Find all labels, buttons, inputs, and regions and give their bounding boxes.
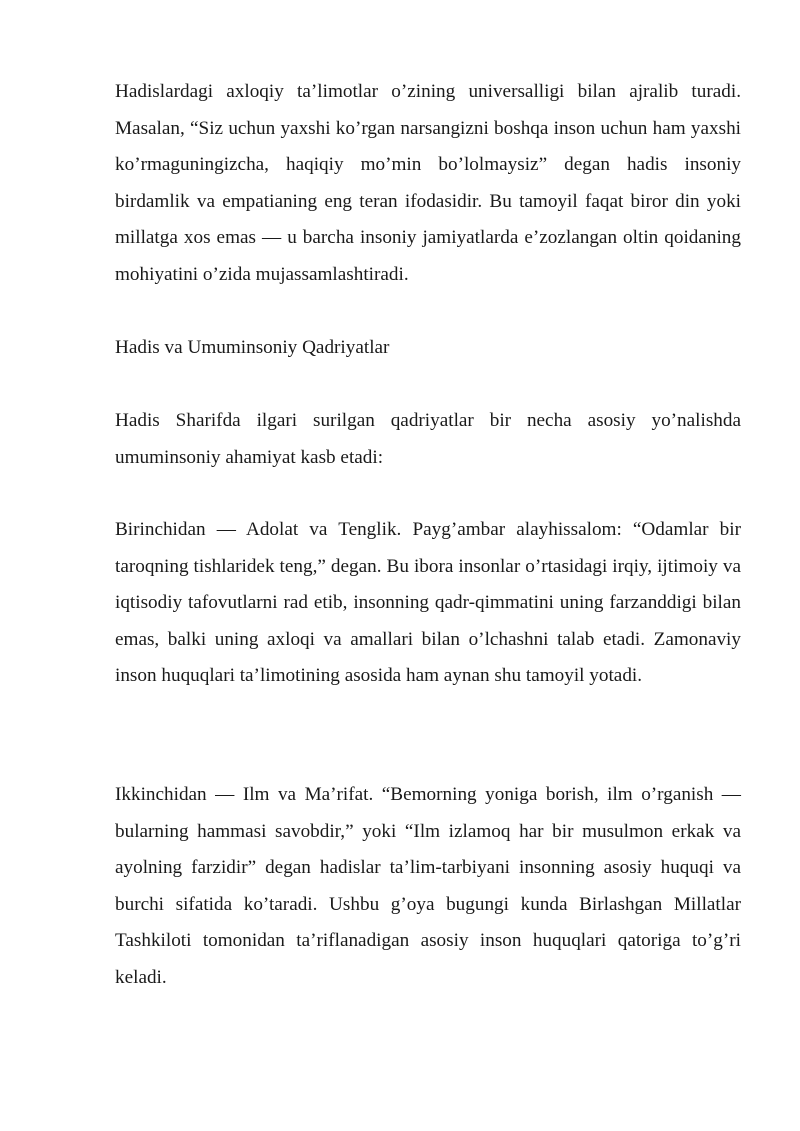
paragraph-ilm-marifat: Ikkinchidan — Ilm va Ma’rifat. “Bemorning yoniga borish, ilm o’rganish — bularning hammasi savobdir,” yoki “Ilm izlamoq har bir musulmon erkak va ayolning farzidir” degan hadislar ta’lim-tarbiyani insonning asosiy huquqi va burchi sifatida ko’taradi. Ushbu g’oya bugungi kunda Birlashgan Millatlar Tashkiloti tomonidan ta’riflanadigan asosiy inson huquqlari qatoriga to’g’ri keladi. xyxy=(115,784,741,988)
paragraph-intro-qadriyatlar: Hadis Sharifda ilgari surilgan qadriyatlar bir necha asosiy yo’nalishda umuminsoniy ahamiyat kasb etadi: xyxy=(115,410,741,468)
paragraph-adolat-tenglik: Birinchidan — Adolat va Tenglik. Payg’ambar alayhissalom: “Odamlar bir taroqning tishlaridek teng,” degan. Bu ibora insonlar o’rtasidagi irqiy, ijtimoiy va iqtisodiy tafovutlarni rad etib, insonning qadr-qimmatini uning farzanddigi bilan emas, balki uning axloqi va amallari bilan o’lchashni talab etadi. Zamonaviy inson huquqlari ta’limotining asosida ham aynan shu tamoyil yotadi. xyxy=(115,519,741,687)
section-heading: Hadis va Umuminsoniy Qadriyatlar xyxy=(115,337,390,358)
paragraph-axloqiy-talimotlar: Hadislardagi axloqiy ta’limotlar o’zining universalligi bilan ajralib turadi. Masalan, “Siz uchun yaxshi ko’rgan narsangizni boshqa inson uchun ham yaxshi ko’rmaguningizcha, haqiqiy mo’min bo’lolmaysiz” degan hadis insoniy birdamlik va empatianing eng teran ifodasidir. Bu tamoyil faqat biror din yoki millatga xos emas — u barcha insoniy jamiyatlarda e’zozlangan oltin qoidaning mohiyatini o’zida mujassamlashtiradi. xyxy=(115,81,741,285)
